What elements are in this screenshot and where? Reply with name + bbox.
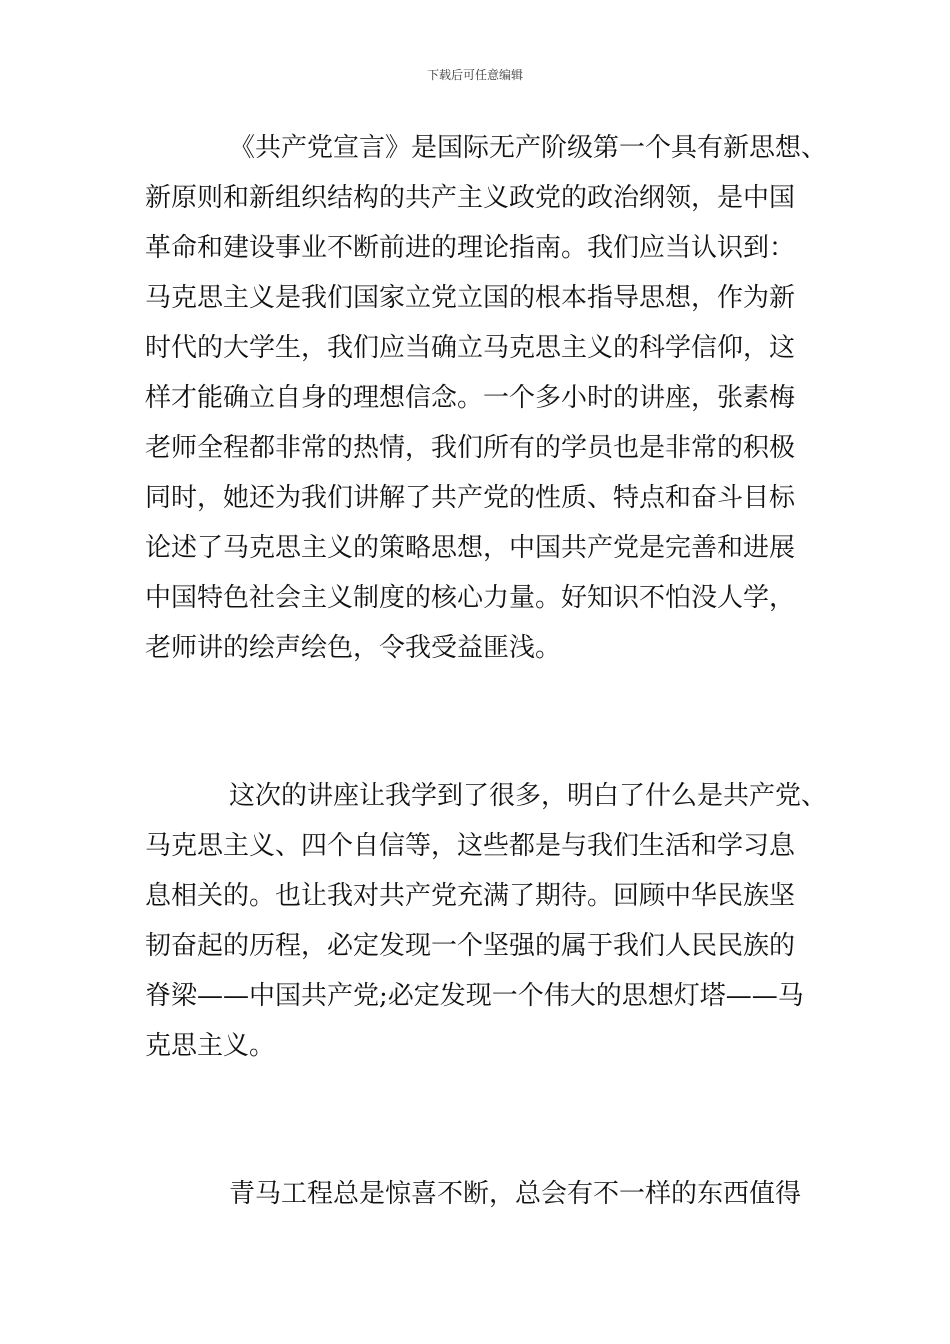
text-line: 论述了马克思主义的策略思想，中国共产党是完善和进展 <box>145 533 796 563</box>
text-line: 新原则和新组织结构的共产主义政党的政治纲领，是中国 <box>145 183 796 213</box>
text-line: 《共产党宣言》是国际无产阶级第一个具有新思想、 <box>229 133 828 163</box>
text-line: 息相关的。也让我对共产党充满了期待。回顾中华民族坚 <box>145 881 796 911</box>
text-line: 克思主义。 <box>145 1031 276 1061</box>
text-line: 中国特色社会主义制度的核心力量。好知识不怕没人学， <box>145 583 796 613</box>
text-line: 老师讲的绘声绘色，令我受益匪浅。 <box>145 633 562 663</box>
text-line: 韧奋起的历程，必定发现一个坚强的属于我们人民民族的 <box>145 931 796 961</box>
text-line: 老师全程都非常的热情，我们所有的学员也是非常的积极 <box>145 433 796 463</box>
header-note: 下载后可任意编辑 <box>426 68 523 82</box>
text-line: 脊梁——中国共产党;必定发现一个伟大的思想灯塔——马 <box>145 981 804 1011</box>
text-line: 青马工程总是惊喜不断，总会有不一样的东西值得 <box>229 1179 802 1209</box>
text-line: 时代的大学生，我们应当确立马克思主义的科学信仰，这 <box>145 333 796 363</box>
text-line: 革命和建设事业不断前进的理论指南。我们应当认识到： <box>145 233 796 263</box>
text-line: 这次的讲座让我学到了很多，明白了什么是共产党、 <box>229 781 828 811</box>
text-line: 样才能确立自身的理想信念。一个多小时的讲座，张素梅 <box>145 383 796 413</box>
text-line: 同时，她还为我们讲解了共产党的性质、特点和奋斗目标 <box>145 483 796 513</box>
text-line: 马克思主义是我们国家立党立国的根本指导思想，作为新 <box>145 283 796 313</box>
text-line: 马克思主义、四个自信等，这些都是与我们生活和学习息 <box>145 831 796 861</box>
